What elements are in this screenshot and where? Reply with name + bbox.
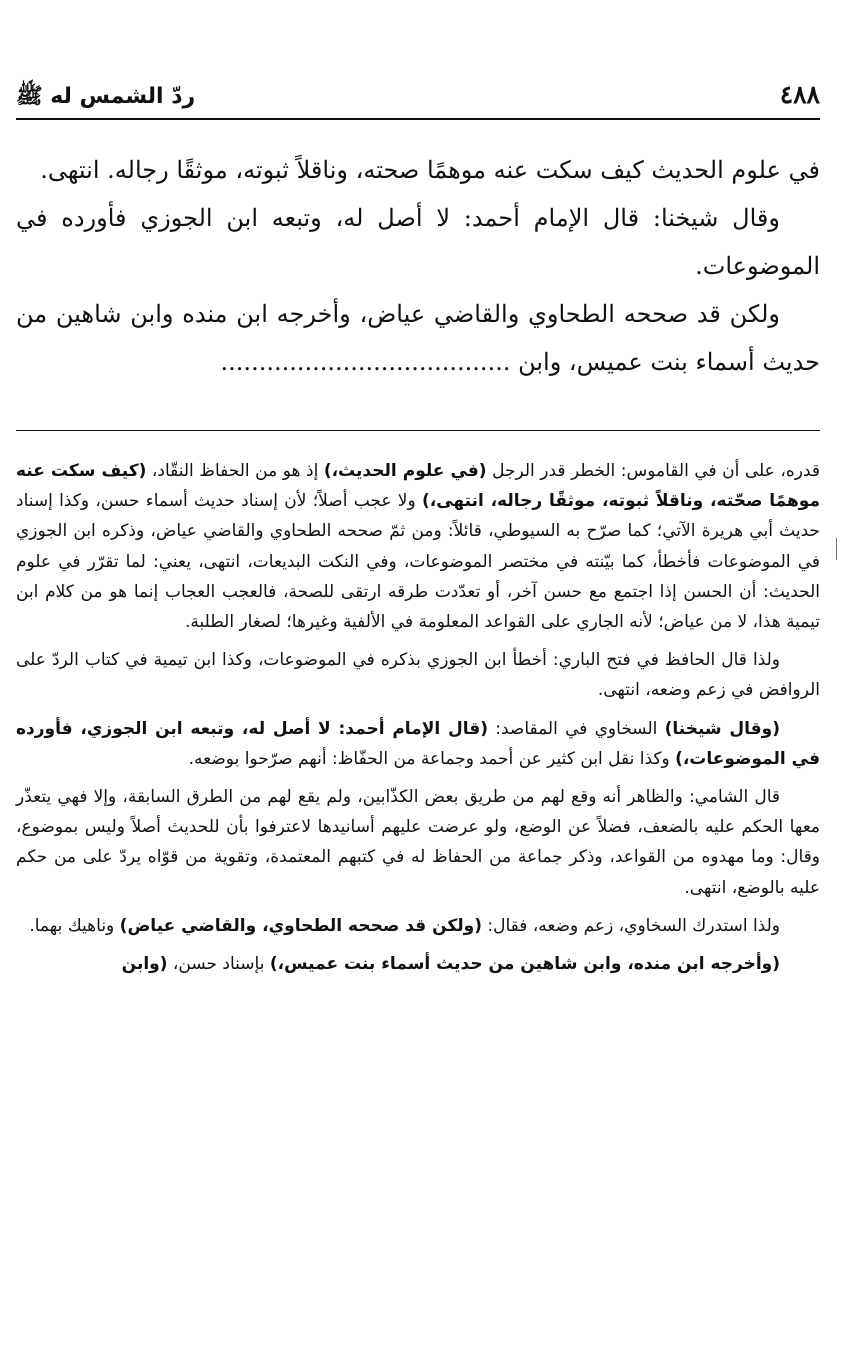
running-title: ردّ الشمس له ﷺ (16, 84, 196, 109)
main-paragraph-1: في علوم الحديث كيف سكت عنه موهمًا صحته، وناقلاً ثبوته، موثقًا رجاله. انتهى. (40, 156, 820, 184)
main-paragraph-2: وقال شيخنا: قال الإمام أحمد: لا أصل له، وتبعه ابن الجوزي فأورده في الموضوعات. (16, 204, 820, 280)
commentary-paragraph (16, 949, 820, 979)
quoted-text: (قال الإمام أحمد: لا أصل له، وتبعه ابن الجوزي، فأورده في الموضوعات،) (16, 718, 820, 769)
text-divider (16, 430, 820, 431)
commentary-paragraph (16, 714, 820, 774)
commentary-paragraph (16, 456, 820, 637)
page-number: ٤٨٨ (779, 80, 820, 109)
quoted-text: (ولكن قد صححه الطحاوي، والقاضي عياض) (119, 915, 482, 936)
text-run: السخاوي في المقاصد: (487, 718, 665, 739)
commentary-paragraph (16, 782, 820, 903)
quoted-text: (كيف سكت عنه موهمًا صحّته، وناقلاً ثبوته، موثقًا رجاله، انتهى،) (16, 461, 820, 512)
text-run: ولا عجب أصلاً؛ لأن إسناد حديث أسماء حسن، وكذا إسناد حديث أبي هريرة الآتي؛ كما صرّح به السيوطي، قائلاً: ومن ثمّ صححه الطحاوي والقاضي عياض، وذكره ابن الجوزي في الموضوعات فأخطأ، كما بيّنته في مختصر الموضوعات، وفي النكت البديعات، انتهى، يعني: لما تقرّر في علوم الحديث: أن الحسن إذا اجتمع مع حسن آخر، أو تعدّدت طرقه ارتقى للصحة، فالعجب العجاب إنما هو من كلام ابن تيمية هذا، لا من عياض؛ لأنه الجاري على القواعد المعلومة في الألفية وغيرها؛ لصغار الطلبة. (16, 491, 820, 633)
text-run: وكذا نقل ابن كثير عن أحمد وجماعة من الحفّاظ: أنهم صرّحوا بوضعه. (188, 748, 676, 769)
commentary-paragraph (16, 911, 820, 941)
margin-mark (836, 538, 837, 560)
text-run: قال الشامي: والظاهر أنه وقع لهم من طريق بعض الكذّابين، ولم يقع لهم من الطرق السابقة، وإلا فهي يتعذّر معها الحكم عليه بالضعف، فضلاً عن الوضع، ولو عرضت عليهم أسانيدها لاعترفوا بأن للحديث أصلاً وليس بموضوع، وقال: وما مهدوه من القواعد، وذكر جماعة من الحفاظ له في كتبهم المعتمدة، وتقوية من قوّاه يردّ على من حكم عليه بالوضع، انتهى. (16, 787, 820, 898)
quoted-text: (وابن (121, 954, 168, 975)
text-run: ولذا استدرك السخاوي، زعم وضعه، فقال: (481, 915, 780, 936)
commentary (16, 456, 820, 987)
quoted-text: (وقال شيخنا) (664, 718, 780, 739)
quoted-text: (وأخرجه ابن منده، وابن شاهين من حديث أسماء بنت عميس،) (269, 954, 780, 975)
text-run: وناهيك بهما. (29, 915, 120, 936)
text-run: إذ هو من الحفاظ النقّاد، (146, 461, 324, 481)
main-paragraph-3: ولكن قد صححه الطحاوي والقاضي عياض، وأخرجه ابن منده وابن شاهين من حديث أسماء بنت عميس، وابن ...................................... (16, 300, 820, 376)
commentary-paragraph (16, 645, 820, 705)
quoted-text: (في علوم الحديث،) (323, 461, 487, 481)
page-header (16, 78, 820, 120)
main-text (16, 146, 820, 386)
text-run: بإسناد حسن، (167, 954, 270, 975)
text-run: ولذا قال الحافظ في فتح الباري: أخطأ ابن الجوزي بذكره في الموضوعات، وكذا ابن تيمية في كتاب الردّ على الروافض في زعم وضعه، انتهى. (16, 650, 820, 701)
text-run: قدره، على أن في القاموس: الخطر قدر الرجل (486, 461, 820, 481)
